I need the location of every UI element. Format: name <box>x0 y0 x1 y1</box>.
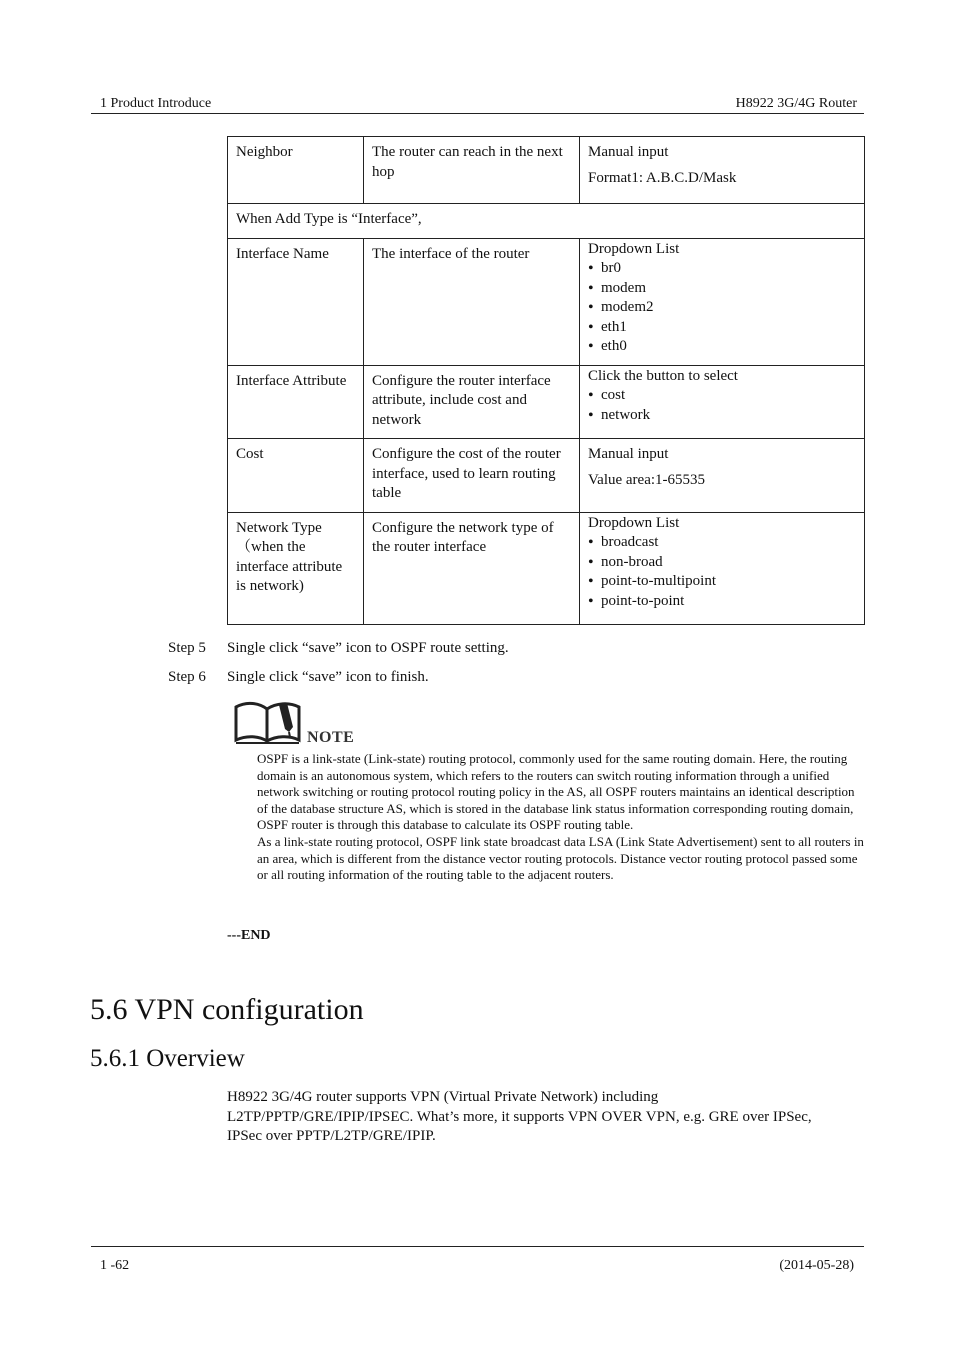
book-pen-icon <box>233 699 358 747</box>
option-list <box>588 386 856 425</box>
header-product: H8922 3G/4G Router <box>735 96 857 111</box>
footer-rule <box>91 1246 864 1247</box>
param-value <box>580 365 865 439</box>
param-value <box>580 238 865 365</box>
step-item <box>168 640 509 657</box>
param-name: Neighbor <box>228 137 364 204</box>
section-heading: 5.6 VPN configuration <box>90 993 364 1026</box>
list-item: • modem2 <box>588 298 856 318</box>
table-row <box>228 137 865 204</box>
option-list <box>588 259 856 357</box>
note-text <box>257 751 867 884</box>
step-text: Single click “save” icon to finish. <box>227 669 429 685</box>
param-value <box>580 439 865 513</box>
list-item: • point-to-point <box>588 592 856 612</box>
step-label: Step 6 <box>168 669 206 685</box>
table-row <box>228 238 865 365</box>
param-value <box>580 137 865 204</box>
value-title: Dropdown List <box>588 514 680 531</box>
list-item: • non-broad <box>588 553 856 573</box>
table-row <box>228 365 865 439</box>
list-item: • broadcast <box>588 533 856 553</box>
table-row <box>228 439 865 513</box>
value-line: Manual input <box>588 144 669 160</box>
param-desc: Configure the cost of the router interface, used to learn routing table <box>364 439 580 513</box>
param-value <box>580 512 865 624</box>
end-marker: ---END <box>227 928 271 943</box>
value-line: Format1: A.B.C.D/Mask <box>588 169 737 186</box>
value-title: Dropdown List <box>588 240 680 257</box>
param-desc: The interface of the router <box>364 238 580 365</box>
param-name: Network Type （when the interface attribute is network) <box>228 512 364 624</box>
table-row <box>228 512 865 624</box>
step-text: Single click “save” icon to OSPF route setting. <box>227 640 509 656</box>
step-item <box>168 669 429 686</box>
header-rule <box>91 113 864 114</box>
list-item: • network <box>588 406 856 426</box>
subsection-heading: 5.6.1 Overview <box>90 1045 245 1072</box>
list-item: • cost <box>588 386 856 406</box>
param-name: Interface Attribute <box>228 365 364 439</box>
note-paragraph: As a link-state routing protocol, OSPF link state broadcast data LSA (Link State Advertisement) sent to all routers in an area, which is different from the distance vector routing protocols. Distance vector routing protocol passed some or all routing information of the routing table to the adjacent routers. <box>257 833 864 883</box>
note-block <box>233 699 358 752</box>
note-label: NOTE <box>307 729 355 746</box>
table-section-row <box>228 204 865 239</box>
value-line: Value area:1-65535 <box>588 471 706 488</box>
param-name: Interface Name <box>228 238 364 365</box>
page-number: 1 -62 <box>100 1258 130 1273</box>
value-line: Manual input <box>588 446 669 462</box>
overview-paragraph: H8922 3G/4G router supports VPN (Virtual Private Network) including L2TP/PPTP/GRE/IPIP/IPSEC. What’s more, it supports VPN OVER VPN, e.g. GRE over IPSec, IPSec over PPTP/L2TP/GRE/IPIP. <box>227 1089 812 1144</box>
param-desc: The router can reach in the next hop <box>364 137 580 204</box>
parameter-table <box>227 136 865 625</box>
param-desc: Configure the network type of the router interface <box>364 512 580 624</box>
param-name: Cost <box>228 439 364 513</box>
list-item: • br0 <box>588 259 856 279</box>
step-label: Step 5 <box>168 640 206 656</box>
list-item: • eth1 <box>588 318 856 338</box>
list-item: • eth0 <box>588 337 856 357</box>
list-item: • modem <box>588 279 856 299</box>
note-paragraph: OSPF is a link-state (Link-state) routing protocol, commonly used for the same routing domain. Here, the routing domain is an autonomous system, which refers to the routers can switch routing information through a unified network switching or routing protocol routing policy in the AS, all OSPF routers maintains an identical description of the database structure AS, which is stored in the database link status information corresponding routing domain, OSPF router is through this database to calculate its OSPF routing table. <box>257 751 855 833</box>
footer-date: (2014-05-28) <box>779 1258 854 1273</box>
option-list <box>588 533 856 611</box>
value-title: Click the button to select <box>588 367 738 384</box>
header-chapter: 1 Product Introduce <box>100 96 212 111</box>
list-item: • point-to-multipoint <box>588 572 856 592</box>
section-row-text: When Add Type is “Interface”, <box>228 204 865 239</box>
param-desc: Configure the router interface attribute, include cost and network <box>364 365 580 439</box>
